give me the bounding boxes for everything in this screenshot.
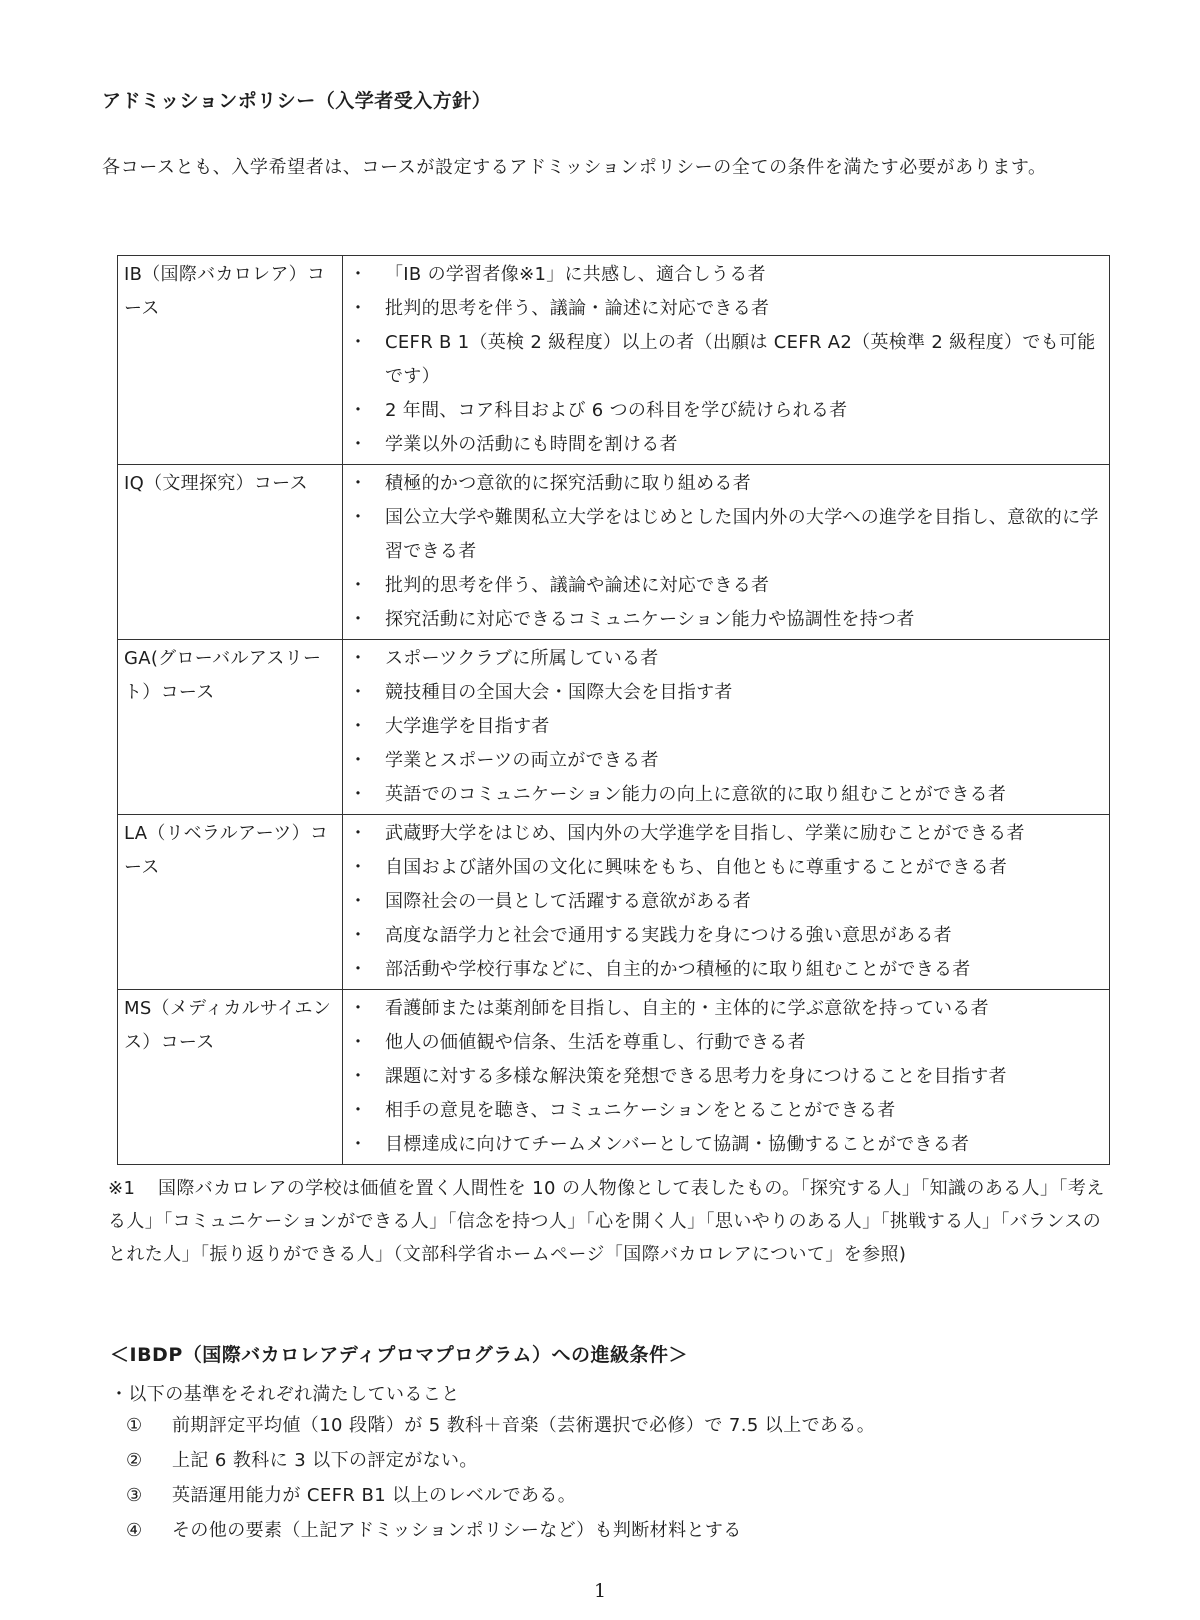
bullet-marker: ・ [349,925,368,946]
course-requirements [343,640,1110,815]
requirement-item [349,676,1103,710]
bullet-marker: ・ [349,1066,368,1087]
criterion-number: ③ [126,1485,143,1506]
bullet-marker: ・ [349,400,368,421]
requirement-text: 看護師または薬剤師を目指し、自主的・主体的に学ぶ意欲を持っている者 [385,998,989,1019]
course-row [118,640,1110,815]
criterion-number: ② [126,1450,143,1471]
course-row [118,256,1110,465]
criterion-item [126,1443,875,1478]
bullet-marker: ・ [349,750,368,771]
requirement-text: 武蔵野大学をはじめ、国内外の大学進学を目指し、学業に励むことができる者 [385,823,1025,844]
requirement-text: 課題に対する多様な解決策を発想できる思考力を身につけることを目指す者 [385,1066,1007,1087]
bullet-marker: ・ [349,857,368,878]
requirement-item [349,258,1103,292]
requirement-item [349,1094,1103,1128]
course-name: LA（リベラルアーツ）コース [118,815,343,990]
course-row [118,990,1110,1165]
course-requirements [343,990,1110,1165]
ibdp-criteria-lead: ・以下の基準をそれぞれ満たしていること [110,1384,460,1405]
bullet-marker: ・ [349,1032,368,1053]
criterion-number: ① [126,1415,143,1436]
bullet-marker: ・ [349,959,368,980]
requirement-item [349,394,1103,428]
bullet-marker: ・ [349,609,368,630]
bullet-marker: ・ [349,575,368,596]
criterion-text: 上記 6 教科に 3 以下の評定がない。 [172,1450,478,1471]
requirement-text: 大学進学を目指す者 [385,716,550,737]
requirement-text: 国際社会の一員として活躍する意欲がある者 [385,891,751,912]
course-name: IB（国際バカロレア）コース [118,256,343,465]
requirement-text: 競技種目の全国大会・国際大会を目指す者 [385,682,733,703]
bullet-marker: ・ [349,648,368,669]
requirement-item [349,642,1103,676]
bullet-marker: ・ [349,682,368,703]
course-name: IQ（文理探究）コース [118,465,343,640]
requirement-item [349,778,1103,812]
requirement-item [349,1128,1103,1162]
requirement-text: 高度な語学力と社会で通用する実践力を身につける強い意思がある者 [385,925,952,946]
footnote [108,1172,1108,1271]
requirement-text: 積極的かつ意欲的に探究活動に取り組める者 [385,473,751,494]
requirement-item [349,919,1103,953]
requirement-item [349,1060,1103,1094]
requirement-text: 相手の意見を聴き、コミュニケーションをとることができる者 [385,1100,896,1121]
page-number: 1 [593,1580,607,1602]
bullet-marker: ・ [349,1100,368,1121]
bullet-marker: ・ [349,716,368,737]
requirement-item [349,744,1103,778]
bullet-marker: ・ [349,784,368,805]
bullet-marker: ・ [349,332,368,353]
requirement-text: 国公立大学や難関私立大学をはじめとした国内外の大学への進学を目指し、意欲的に学習できる者 [385,507,1099,562]
requirement-item [349,885,1103,919]
course-requirements [343,815,1110,990]
requirement-text: 探究活動に対応できるコミュニケーション能力や協調性を持つ者 [385,609,915,630]
course-name: MS（メディカルサイエンス）コース [118,990,343,1165]
requirement-item [349,603,1103,637]
requirement-text: 2 年間、コア科目および 6 つの科目を学び続けられる者 [385,400,848,421]
criterion-item [126,1478,875,1513]
course-name: GA(グローバルアスリート）コース [118,640,343,815]
requirement-item [349,851,1103,885]
requirement-text: 自国および諸外国の文化に興味をもち、自他ともに尊重することができる者 [385,857,1008,878]
criterion-item [126,1513,875,1548]
requirement-text: 英語でのコミュニケーション能力の向上に意欲的に取り組むことができる者 [385,784,1007,805]
bullet-marker: ・ [349,298,368,319]
requirement-item [349,467,1103,501]
requirement-text: 学業とスポーツの両立ができる者 [385,750,659,771]
requirement-text: 批判的思考を伴う、議論や論述に対応できる者 [385,575,770,596]
requirement-item [349,569,1103,603]
bullet-marker: ・ [349,1134,368,1155]
requirement-text: 他人の価値観や信条、生活を尊重し、行動できる者 [385,1032,806,1053]
requirement-item [349,710,1103,744]
bullet-marker: ・ [349,264,368,285]
admission-policy-table [117,255,1110,1165]
bullet-marker: ・ [349,998,368,1019]
bullet-marker: ・ [349,507,368,528]
requirement-text: CEFR B 1（英検 2 級程度）以上の者（出願は CEFR A2（英検準 2 級程度）でも可能です） [385,332,1096,387]
bullet-marker: ・ [349,473,368,494]
intro-paragraph: 各コースとも、入学希望者は、コースが設定するアドミッションポリシーの全ての条件を満たす必要があります。 [102,157,1047,178]
page-title: アドミッションポリシー（入学者受入方針） [102,90,492,112]
requirement-item [349,953,1103,987]
course-requirements [343,465,1110,640]
requirement-item [349,326,1103,394]
bullet-marker: ・ [349,823,368,844]
footnote-mark: ※1 [108,1178,136,1199]
requirement-text: 学業以外の活動にも時間を割ける者 [385,434,678,455]
requirement-text: 目標達成に向けてチームメンバーとして協調・協働することができる者 [385,1134,970,1155]
criterion-item [126,1408,875,1443]
ibdp-criteria-list [126,1408,875,1548]
footnote-text: 国際バカロレアの学校は価値を置く人間性を 10 の人物像として表したもの。「探究する人」「知識のある人」「考える人」「コミュニケーションができる人」「信念を持つ人」「心を開く人」「思いやりのある人」「挑戦する人」「バランスのとれた人」「振り返りができる人」（文部科学省ホームページ「国際バカロレアについて」を参照) [108,1178,1105,1265]
criterion-number: ④ [126,1520,143,1541]
bullet-marker: ・ [349,891,368,912]
requirement-item [349,1026,1103,1060]
requirement-text: 部活動や学校行事などに、自主的かつ積極的に取り組むことができる者 [385,959,971,980]
course-requirements [343,256,1110,465]
requirement-item [349,501,1103,569]
requirement-text: 批判的思考を伴う、議論・論述に対応できる者 [385,298,770,319]
requirement-text: スポーツクラブに所属している者 [385,648,659,669]
criterion-text: その他の要素（上記アドミッションポリシーなど）も判断材料とする [172,1520,742,1541]
requirement-item [349,817,1103,851]
bullet-marker: ・ [349,434,368,455]
criterion-text: 英語運用能力が CEFR B1 以上のレベルである。 [172,1485,577,1506]
requirement-text: 「IB の学習者像※1」に共感し、適合しうる者 [385,264,766,285]
criterion-text: 前期評定平均値（10 段階）が 5 教科＋音楽（芸術選択で必修）で 7.5 以上である。 [172,1415,876,1436]
course-row [118,815,1110,990]
requirement-item [349,992,1103,1026]
requirement-item [349,428,1103,462]
course-row [118,465,1110,640]
ibdp-section-title: ＜IBDP（国際バカロレアディプロマプログラム）への進級条件＞ [110,1344,689,1366]
requirement-item [349,292,1103,326]
